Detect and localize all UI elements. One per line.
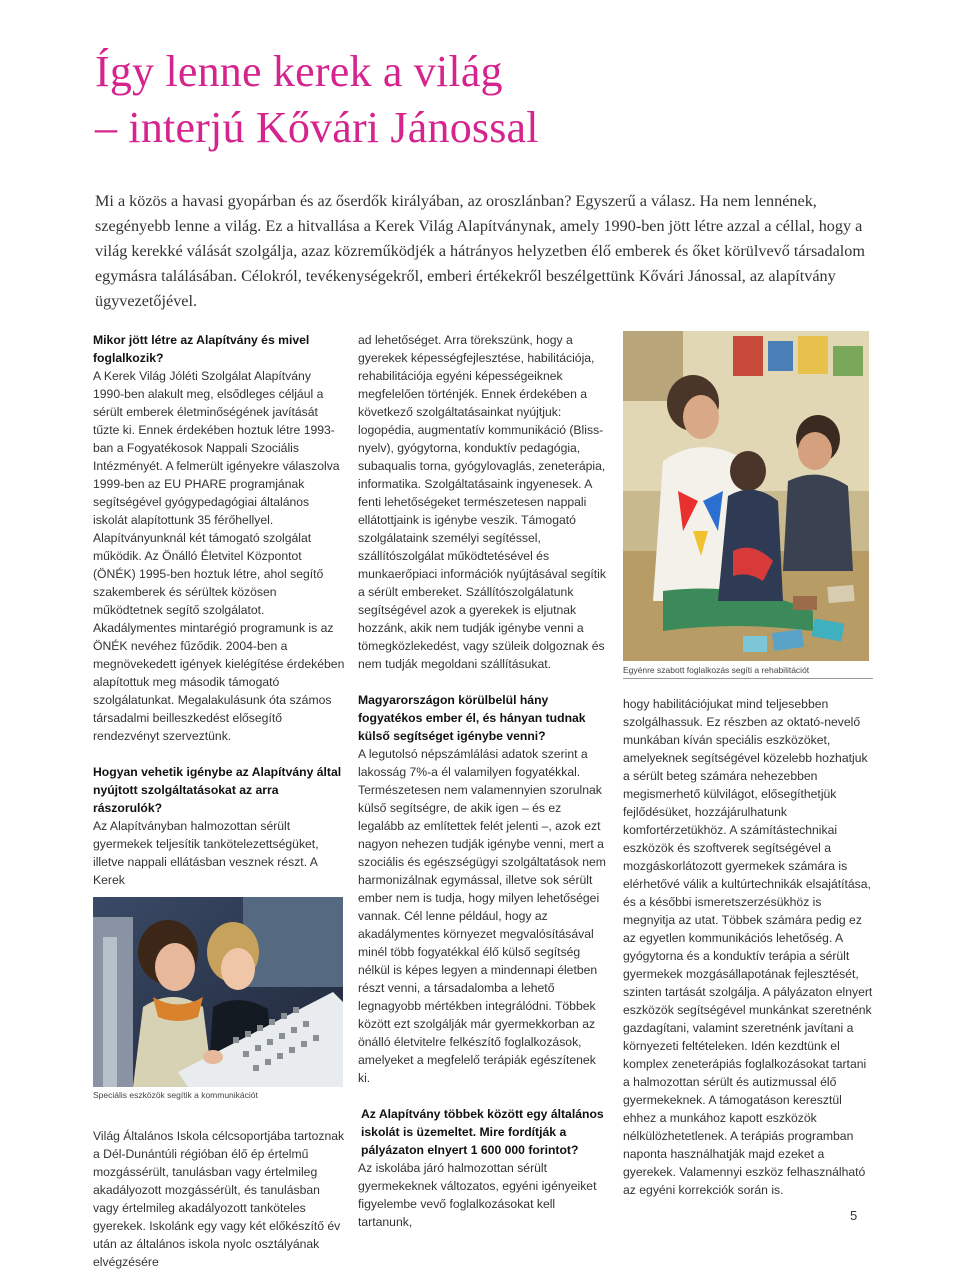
title-line-1: Így lenne kerek a világ: [95, 47, 503, 96]
question-1: Mikor jött létre az Alapítvány és mivel foglalkozik?: [93, 333, 310, 365]
photo-caption-1: Speciális eszközök segítik a kommunikációt: [93, 1090, 258, 1100]
photo-rehabilitation-session: [623, 331, 869, 661]
answer-4-continued: hogy habilitációjukat mind teljesebben szolgálhassuk. Ez részben az oktató-nevelő munkában kíván speciális eszközöket, amelyeknek segítségével közelebb hozhatjuk a sérült beteg számára nehezebben megismerhető külvilágot, elősegíthetjük fejlődésüket, hozzájárulhatunk komfortérzetükhöz. A számítástechnikai eszközök és szoftverek segítségével a mozgáskorlátozott gyermekek számára is elérhetővé válik a kultúrtechnikák elsajátítása, és a későbbi ismeretszerzésükhöz is megnyitja az utat. Többek számára pedig ez az egyetlen kommunikációs lehetőség. A gyógytorna és a konduktív terápia a sérült gyermekek mozgásállapotának fejlesztését, szinten tartását szolgálja. A pályázaton elnyert eszközök segítségével munkánkat szeretnénk gazdagítani, valamint szeretnénk javítani a környezeti feltételeken. Idén kezdtünk el komplex zeneterápiás foglalkozásokat tartani a halmozottan sérült és autizmussal élő gyermekeknek. A támogatáson keresztül ehhez a munkához kapott eszközök nélkülözhetetlenek. A terápiás programban naponta használhatják majd ezeket a gyerekek. Valamennyi eszköz felhasználható az egyéni korrekciók során is.: [623, 697, 873, 1197]
photo-caption-2: Egyénre szabott foglalkozás segíti a rehabilitációt: [623, 664, 873, 679]
answer-4: Az iskolába járó halmozottan sérült gyermekeknek változatos, egyéni igényeiket figyelembe vevő foglalkozásokat kell tartanunk,: [358, 1161, 597, 1229]
title-line-2: – interjú Kővári Jánossal: [95, 103, 539, 152]
photo-communication-device: [93, 897, 343, 1087]
page-number: 5: [850, 1208, 858, 1223]
column-1: [93, 331, 345, 1271]
question-4: Az Alapítvány többek között egy általános iskolát is üzemeltet. Mire fordítják a pályázaton elnyert 1 600 000 forintot?: [361, 1107, 604, 1157]
answer-1: A Kerek Világ Jóléti Szolgálat Alapítvány 1990-ben alakult meg, elsődleges céljául a sérült emberek életminőségének javítását tűzte ki. Ennek érdekében hoztuk létre 1993-ban a Fogyatékosok Nappali Szociális Intézményét. A felmerült igényekre válaszolva 1999-ben az EU PHARE programjának segítségével gyógypedagógiai általános iskolát alapítottunk 35 férőhellyel. Alapítványunknál két támogató szolgálat működik. Az Önálló Életvitel Központot (ÖNÉK) 1995-ben hoztuk létre, ahol segítő szakemberek és sérültek közösen működtetnek segítő szolgálatot. Akadálymentes mintarégió programunk is az ÖNÉK nevéhez fűződik. 2004-ben a megnövekedett igények kielégítése érdekében alapítottuk meg második támogató szolgálatunkat. Megalakulásunk óta számos társadalmi beilleszkedést elősegítő rendezvényt szerveztünk.: [93, 369, 345, 743]
column-3: [623, 331, 873, 1199]
answer-2-continued-2: ad lehetőséget. Arra törekszünk, hogy a gyerekek képességfejlesztése, habilitációja, rehabilitációja egyéni képességeiknek megfelelően történjék. Ennek érdekében a következő szolgáltatásainkat nyújtjuk: logopédia, augmentatív kommunikáció (Bliss-nyelv), gyógytorna, konduktív pedagógia, subaqualis torna, gyógylovaglás, zeneterápia, informatika. Szolgáltatásaink ingyenesek. A fenti lehetőségeket természetesen nappali ellátottjaink is igénybe veszik. Támogató szolgálataink személyi segítéssel, szállítószolgálat működtetésével és munkaerőpiaci információk nyújtásával segítik a sérült embereket. Szállítószolgálatunk segítségével azok a gyerekek is eljutnak hozzánk, akik nem tudják igénybe venni a tömegközlekedést, vagy szüleik dolgoznak és nem tudják megoldani szállításukat.: [358, 333, 606, 671]
answer-2-continued: Világ Általános Iskola célcsoportjába tartoznak a Dél-Dunántúli régióban élő ép értelmű mozgássérült, tanulásban vagy értelmileg akadályozott mozgássérült, és tanulásban vagy értelmileg akadályozott tanköteles gyerekek. Iskolánk egy vagy két előkészítő év után az általános iskola nyolc osztályának elvégzésére: [93, 1129, 345, 1269]
photo-image: [93, 897, 343, 1087]
answer-3: A legutolsó népszámlálási adatok szerint a lakosság 7%-a él valamilyen fogyatékkal. Természetesen nem valamennyien szorulnak külső segítségre, de akik igen – és ez legalább az említettek felét jelenti –, azok ezt nagyon nehezen tudják igénybe venni, mert a szociális és egészségügyi szolgáltatások nem harmonizálnak egymással, illetve sok sérült ember nem is tudja, hogy milyen lehetőségei vannak. Cél lenne például, hogy az akadálymentes környezet megvalósításával minél több fogyatékkal élő külső segítség nélkül is képes legyen a mindennapi életben részt venni, a társadalomba a lehető legnagyobb mértékben integrálódni. Többek között ezt szolgálják már gyermekkorban az önálló életvitelre felkészítő foglalkozások, amelyeket a megfelelő terápiák egészítenek ki.: [358, 747, 606, 1085]
column-2: [358, 331, 610, 1231]
article-title: [95, 44, 855, 156]
article-lead: Mi a közös a havasi gyopárban és az őserdők királyában, az oroszlánban? Egyszerű a válasz. Ha nem lennének, szegényebb lenne a világ. Ez a hitvallása a Kerek Világ Alapítványnak, amely 1990-ben jött létre azzal a céllal, hogy a világ kerekké válását szolgálja, azaz közreműködjék a hátrányos helyzetben élő emberek és őket körülvevő társadalom egymásra találásában. Célokról, tevékenységekről, emberi értékekről beszélgettünk Kővári Jánossal, az alapítvány ügyvezetőjével.: [95, 192, 865, 310]
question-3: Magyarországon körülbelül hány fogyatékos ember él, és hányan tudnak külső segítséget igénybe venni?: [358, 693, 586, 743]
question-2: Hogyan vehetik igénybe az Alapítvány által nyújtott szolgáltatásokat az arra rászorulók?: [93, 765, 342, 815]
photo-image: [623, 331, 869, 661]
answer-2: Az Alapítványban halmozottan sérült gyermekek teljesítik tankötelezettségüket, illetve nappali ellátásban vesznek részt. A Kerek: [93, 819, 319, 887]
